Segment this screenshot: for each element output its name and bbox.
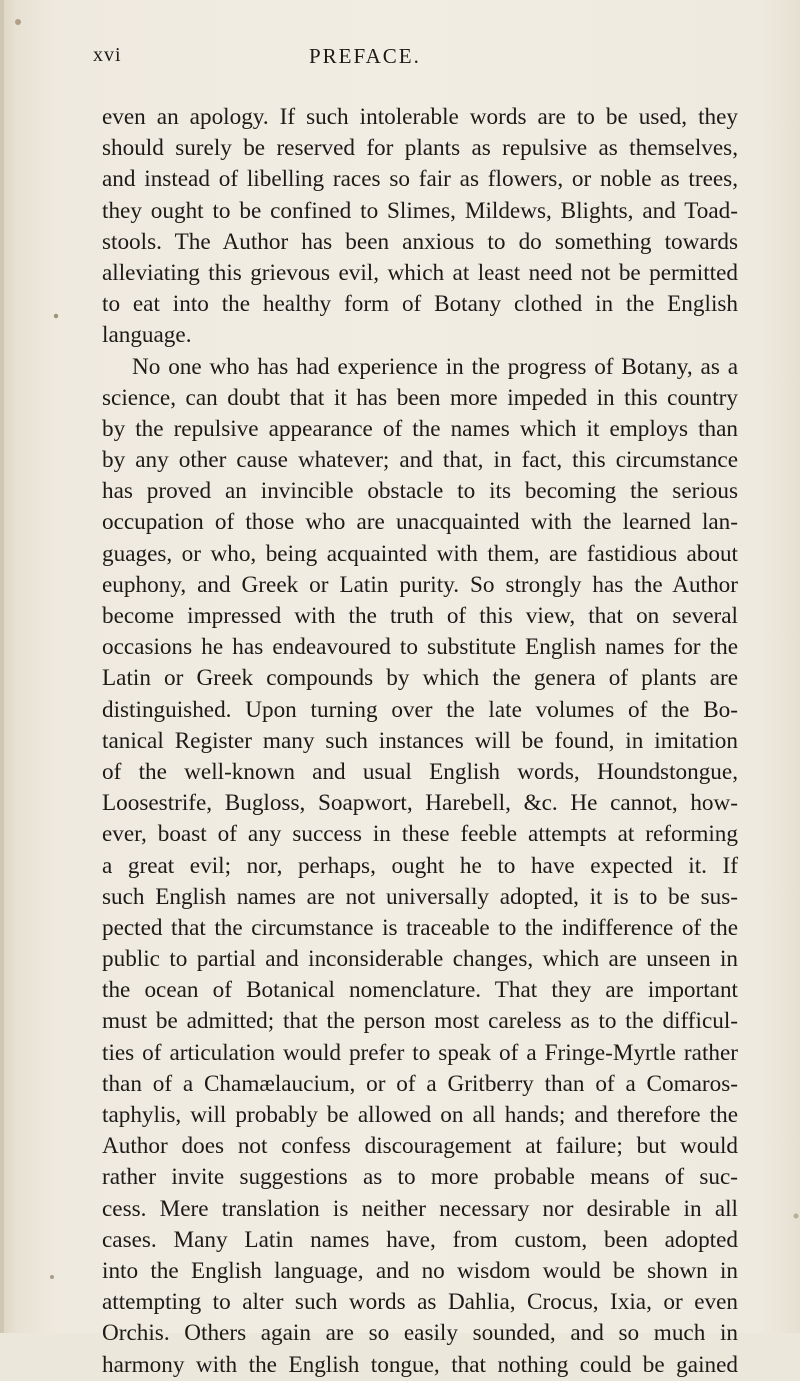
- text-line: to eat into the healthy form of Botany clothed in the English: [102, 291, 738, 318]
- text-line: by the repulsive appearance of the names which it employs than: [102, 415, 738, 442]
- text-line: occupation of those who are unacquainted with the learned lan-: [102, 509, 738, 536]
- paper-speck: [15, 19, 21, 25]
- text-line: science, can doubt that it has been more impeded in this country: [102, 384, 738, 411]
- page-header: [93, 44, 733, 76]
- text-line: of the well-known and usual English words, Houndstongue,: [102, 758, 738, 785]
- paper-speck: [54, 314, 58, 318]
- running-head: PREFACE.: [309, 44, 421, 68]
- text-line: into the English language, and no wisdom would be shown in: [102, 1257, 738, 1284]
- text-line: tanical Register many such instances will be found, in imitation: [102, 727, 738, 754]
- paragraph-2: [102, 352, 738, 1381]
- text-line: they ought to be confined to Slimes, Mildews, Blights, and Toad-: [102, 197, 738, 224]
- text-line: euphony, and Greek or Latin purity. So strongly has the Author: [102, 571, 738, 598]
- text-line: rather invite suggestions as to more probable means of suc-: [102, 1164, 738, 1191]
- text-line: a great evil; nor, perhaps, ought he to have expected it. If: [102, 852, 738, 879]
- text-line: the ocean of Botanical nomenclature. That they are important: [102, 977, 738, 1004]
- paragraph-1: [102, 102, 738, 352]
- text-line: public to partial and inconsiderable changes, which are unseen in: [102, 946, 738, 973]
- text-line: ever, boast of any success in these feeble attempts at reforming: [102, 821, 738, 848]
- text-line: cases. Many Latin names have, from custom, been adopted: [102, 1226, 738, 1253]
- text-line: occasions he has endeavoured to substitute English names for the: [102, 634, 738, 661]
- text-line: stools. The Author has been anxious to do something towards: [102, 228, 738, 255]
- text-line: No one who has had experience in the progress of Botany, as a: [132, 353, 738, 380]
- page-edge-shadow: [0, 0, 4, 1333]
- text-line: Author does not confess discouragement at failure; but would: [102, 1133, 738, 1160]
- text-line: Loosestrife, Bugloss, Soapwort, Harebell, &c. He cannot, how-: [102, 790, 738, 817]
- text-line: even an apology. If such intolerable words are to be used, they: [102, 104, 738, 130]
- text-line: taphylis, will probably be allowed on all hands; and therefore the: [102, 1102, 738, 1128]
- text-line: such English names are not universally adopted, it is to be sus-: [102, 883, 738, 910]
- text-line: language.: [102, 322, 192, 349]
- text-line: guages, or who, being acquainted with them, are fastidious about: [102, 540, 738, 567]
- paper-speck: [50, 1275, 54, 1279]
- text-line: pected that the circumstance is traceable to the indifference of the: [102, 914, 738, 941]
- text-line: must be admitted; that the person most careless as to the difficul-: [102, 1008, 738, 1035]
- text-line: alleviating this grievous evil, which at least need not be permitted: [102, 259, 738, 286]
- text-line: than of a Chamælaucium, or of a Gritberry than of a Comaros-: [102, 1070, 738, 1097]
- text-line: cess. Mere translation is neither necessary nor desirable in all: [102, 1195, 738, 1222]
- text-line: Orchis. Others again are so easily sounded, and so much in: [102, 1320, 738, 1347]
- text-line: become impressed with the truth of this view, that on several: [102, 603, 738, 629]
- text-line: has proved an invincible obstacle to its becoming the serious: [102, 478, 738, 505]
- text-line: harmony with the English tongue, that nothing could be gained: [102, 1351, 738, 1378]
- body-text: [102, 102, 738, 1381]
- text-line: attempting to alter such words as Dahlia, Crocus, Ixia, or even: [102, 1289, 738, 1316]
- text-line: should surely be reserved for plants as repulsive as themselves,: [102, 135, 738, 162]
- paper-speck: [794, 1214, 799, 1219]
- text-line: by any other cause whatever; and that, in fact, this circumstance: [102, 447, 738, 474]
- text-line: distinguished. Upon turning over the late volumes of the Bo-: [102, 696, 738, 723]
- text-line: and instead of libelling races so fair as flowers, or noble as trees,: [102, 166, 738, 193]
- text-line: ties of articulation would prefer to speak of a Fringe-Myrtle rather: [102, 1039, 738, 1066]
- page-number: xvi: [93, 44, 122, 66]
- text-line: Latin or Greek compounds by which the genera of plants are: [102, 665, 738, 692]
